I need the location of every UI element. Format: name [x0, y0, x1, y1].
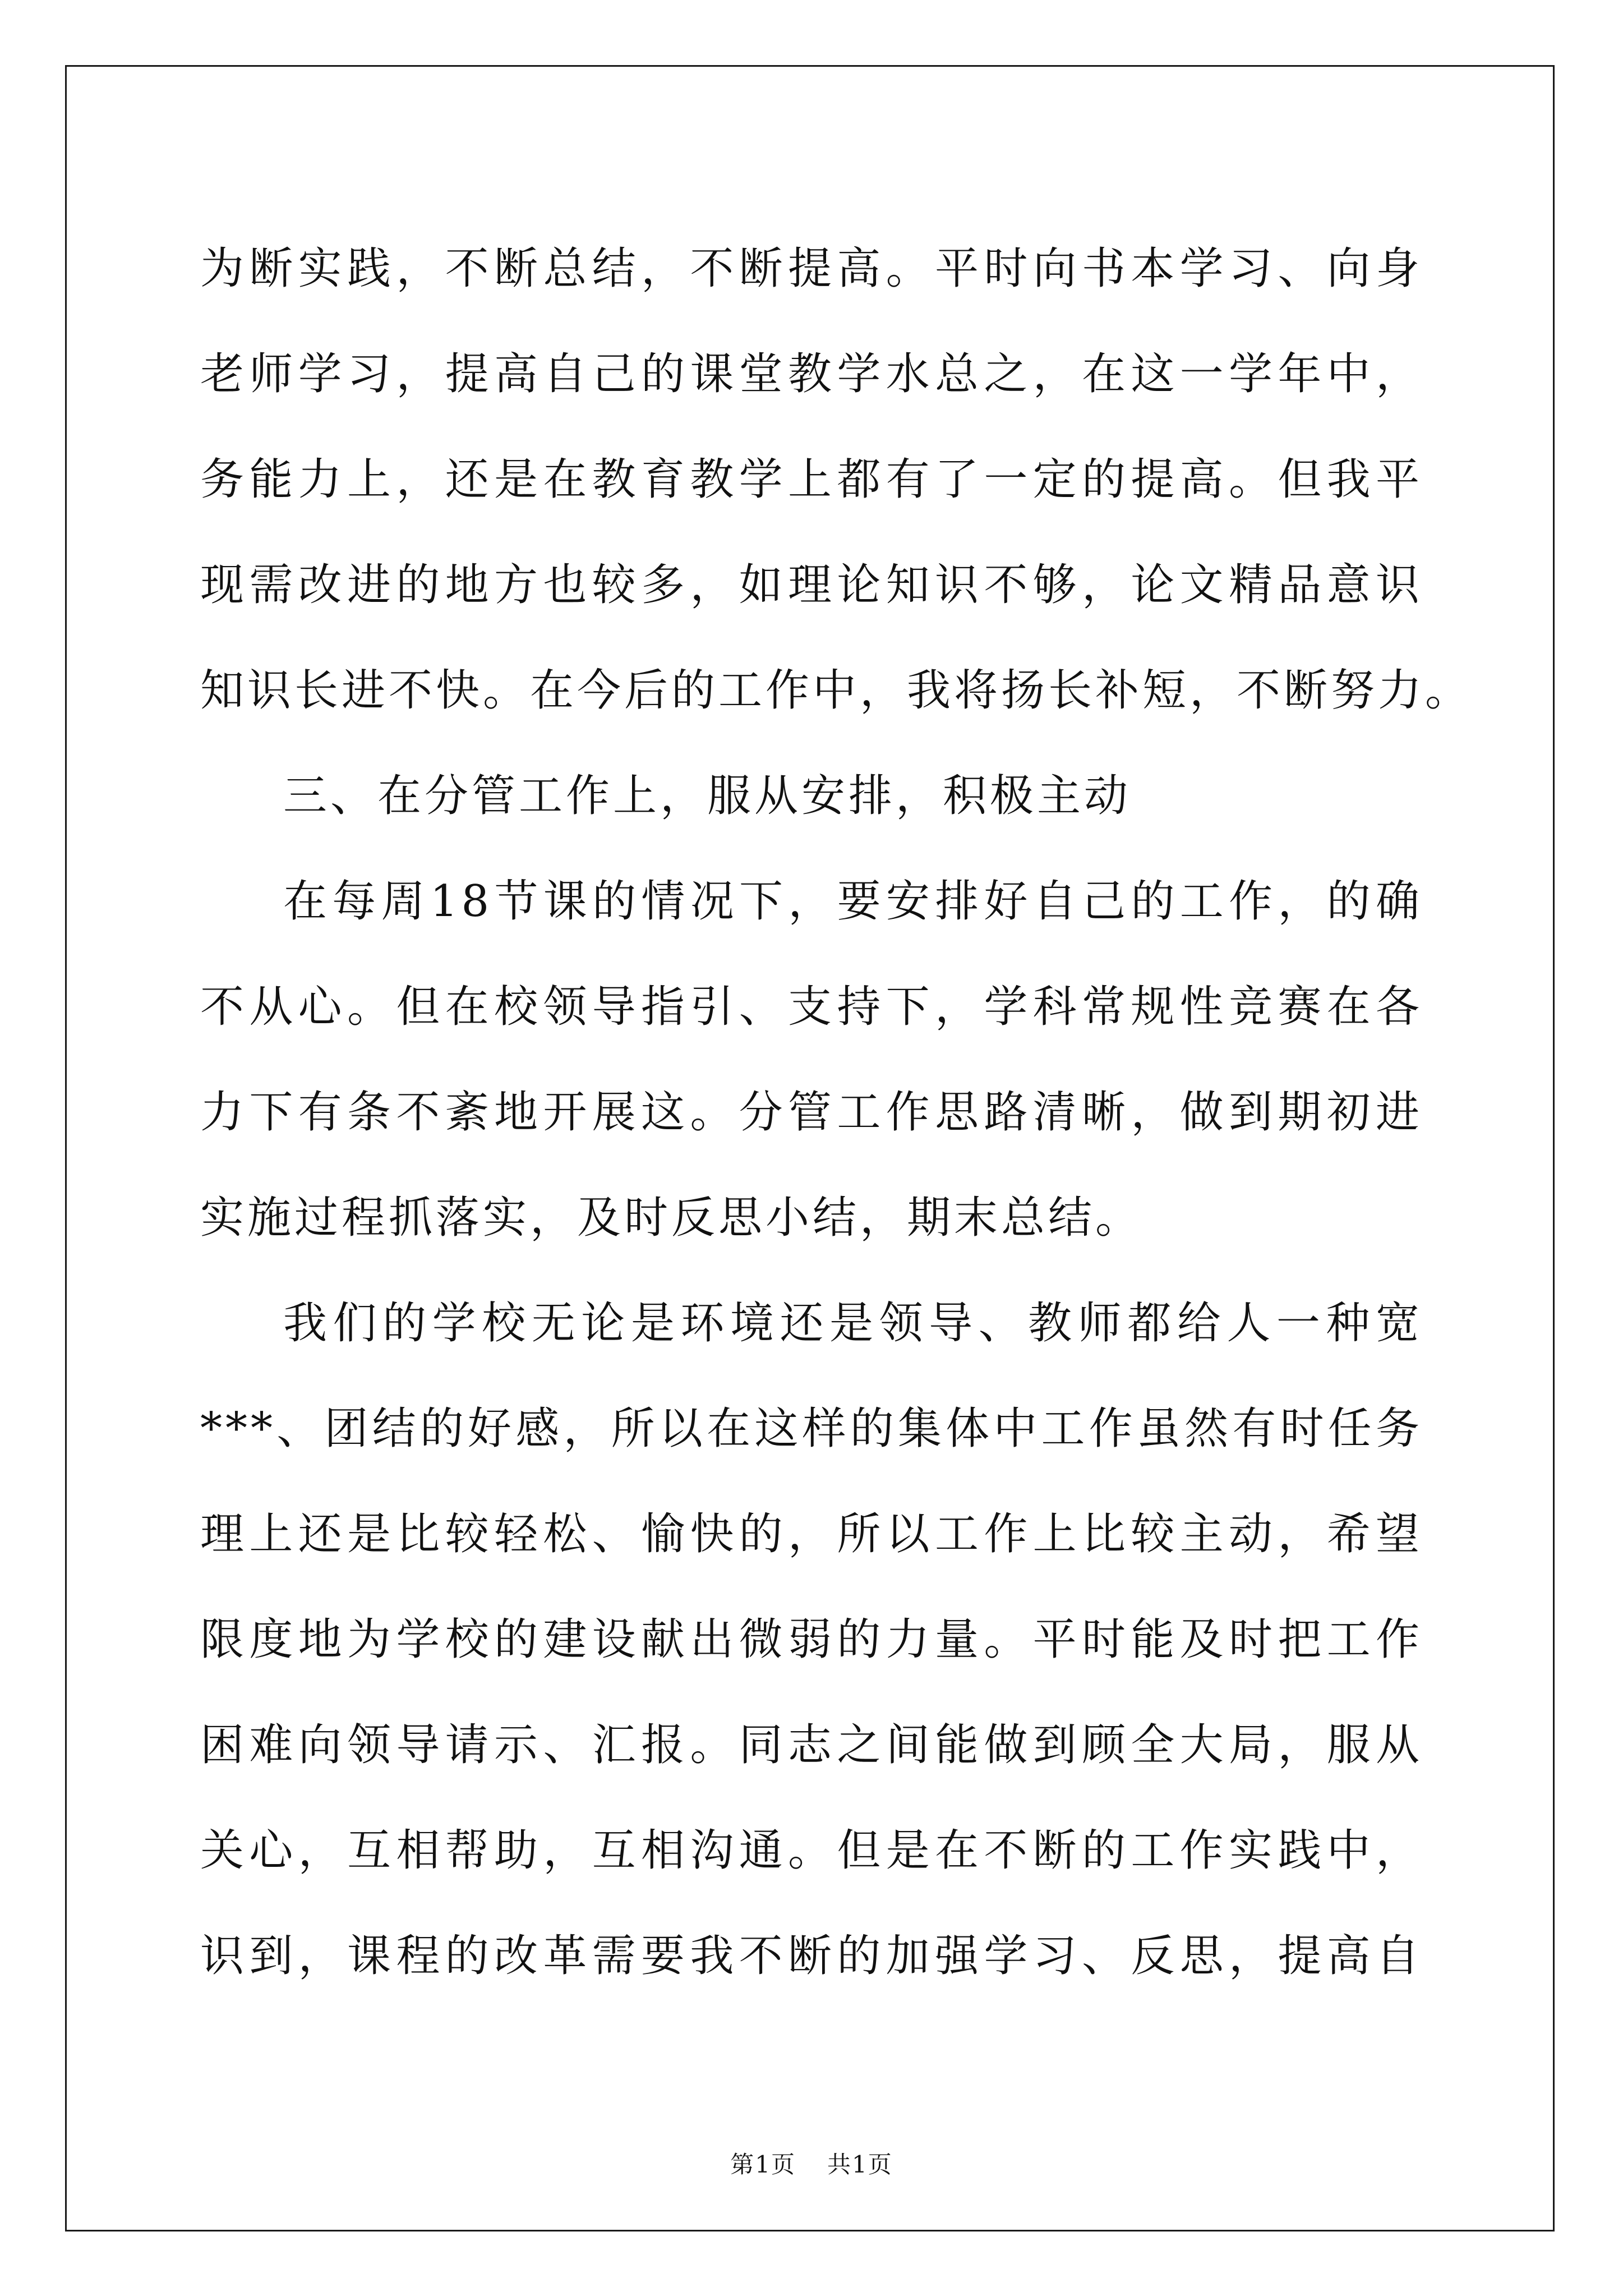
text-line-11: 我们的学校无论是环境还是领导、教师都给人一种宽	[283, 1298, 1423, 1349]
text-line-16: 关心，互相帮助，互相沟通。但是在不断的工作实践中，	[200, 1825, 1423, 1876]
text-line-10: 实施过程抓落实，及时反思小结，期末总结。	[200, 1193, 1143, 1243]
text-line-8: 不从心。但在校领导指引、支持下，学科常规性竞赛在各	[200, 982, 1423, 1032]
text-line-1: 为断实践，不断总结，不断提高。平时向书本学习、向身	[200, 243, 1423, 294]
document-body	[200, 216, 1473, 2009]
text-line-4: 现需改进的地方也较多，如理论知识不够，论文精品意识	[200, 560, 1423, 610]
text-line-14: 限度地为学校的建设献出微弱的力量。平时能及时把工作	[200, 1614, 1423, 1665]
text-line-3: 务能力上，还是在教育教学上都有了一定的提高。但我平	[200, 454, 1423, 505]
page-number: 第1页	[730, 2151, 796, 2178]
text-line-9: 力下有条不紊地开展这。分管工作思路清晰，做到期初进	[200, 1087, 1423, 1138]
section-heading: 三、在分管工作上，服从安排，积极主动	[283, 771, 1132, 821]
text-line-12: ***、团结的好感，所以在这样的集体中工作虽然有时任务	[200, 1404, 1423, 1454]
text-line-7: 在每周18节课的情况下，要安排好自己的工作，的确	[283, 876, 1423, 927]
text-line-15: 困难向领导请示、汇报。同志之间能做到顾全大局，服从	[200, 1720, 1423, 1770]
text-line-2: 老师学习，提高自己的课堂教学水总之，在这一学年中，	[200, 349, 1423, 399]
page-footer	[0, 2146, 1623, 2180]
page-total: 共1页	[827, 2151, 893, 2178]
text-line-5: 知识长进不快。在今后的工作中，我将扬长补短，不断努力。	[200, 665, 1473, 716]
text-line-17: 识到，课程的改革需要我不断的加强学习、反思，提高自	[200, 1931, 1423, 1981]
text-line-13: 理上还是比较轻松、愉快的，所以工作上比较主动，希望	[200, 1509, 1423, 1559]
